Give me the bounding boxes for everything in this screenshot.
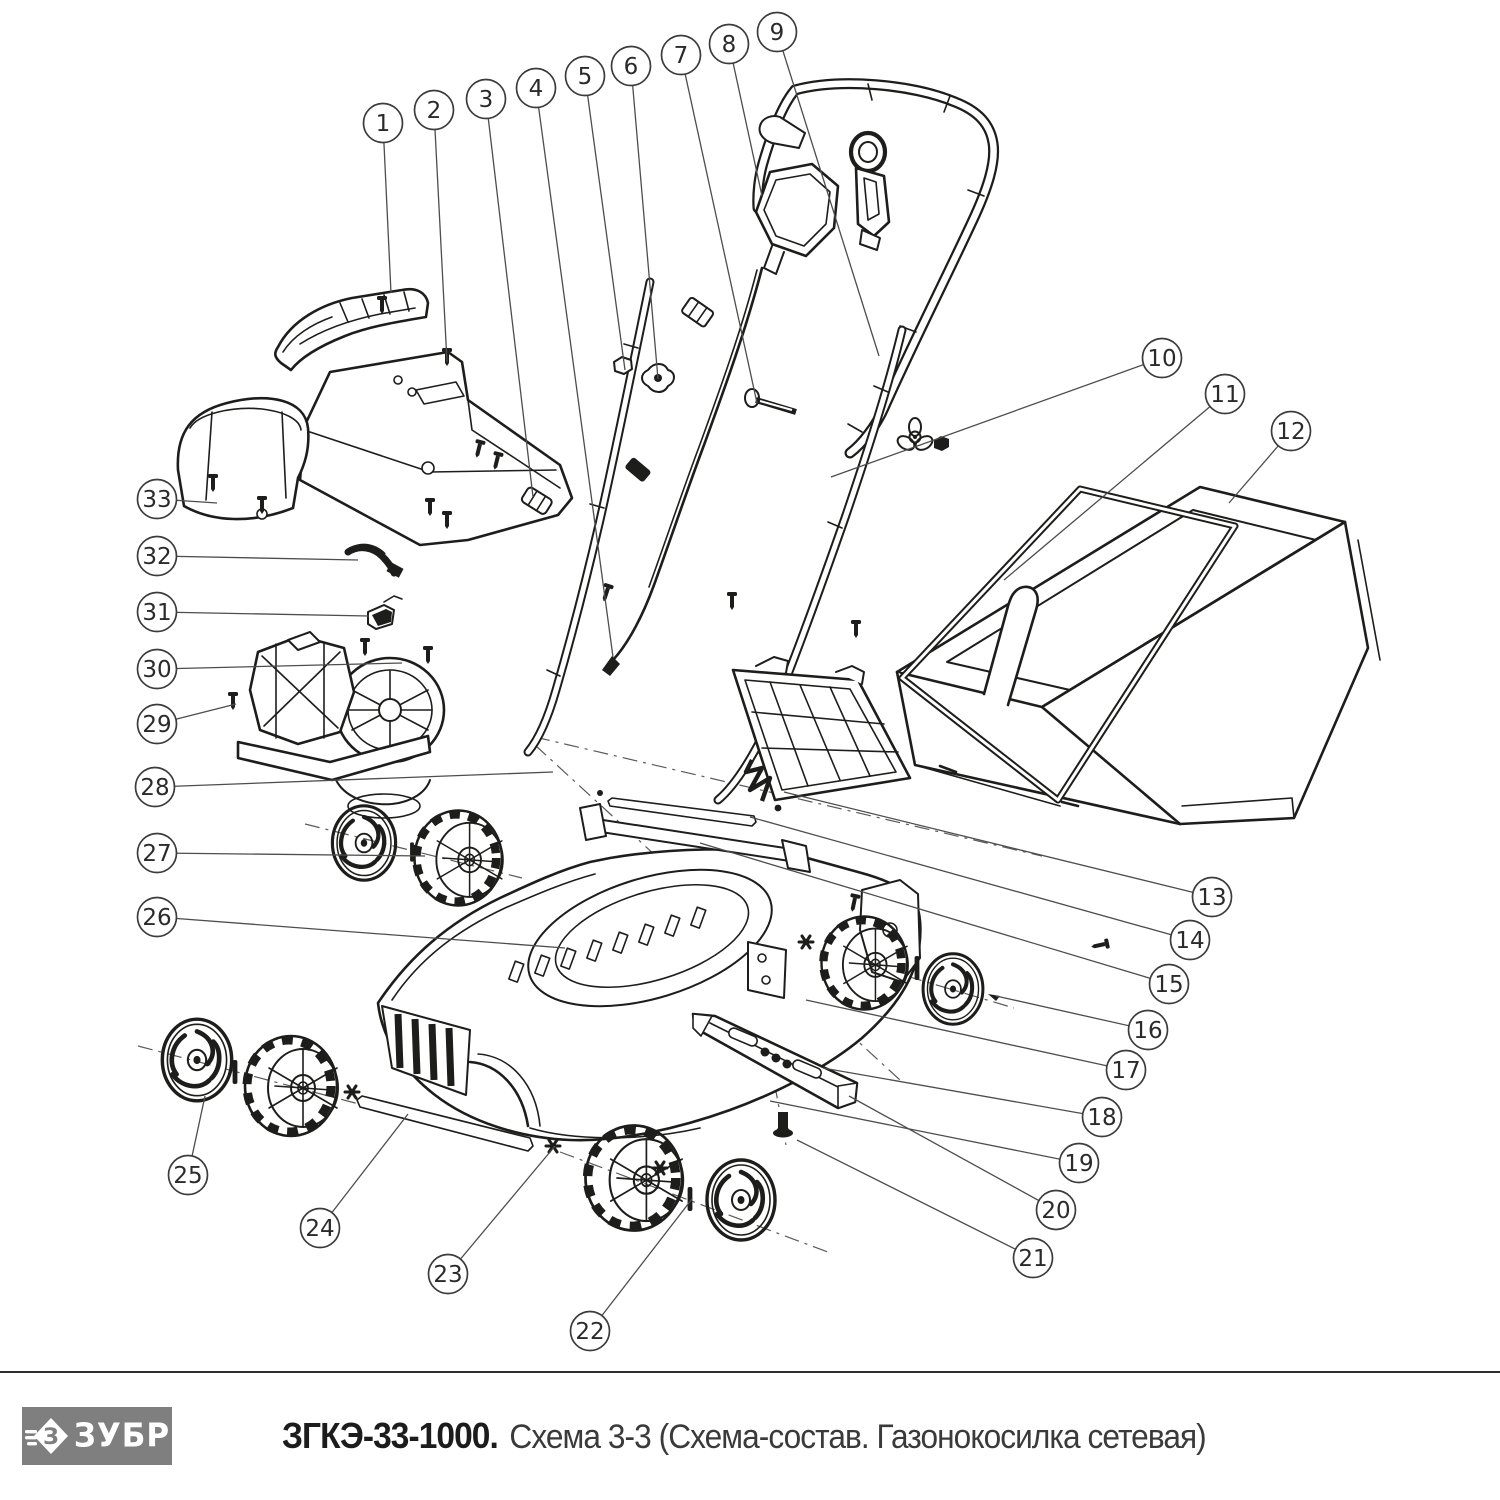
footer-divider (0, 1371, 1500, 1373)
callout-23 (429, 1146, 556, 1294)
leader-line-2 (434, 110, 447, 362)
part-trigger-lever (851, 133, 889, 250)
callout-31 (138, 593, 370, 632)
callout-16 (996, 996, 1168, 1050)
schema-code: ЗГКЭ-33-1000. (282, 1415, 498, 1456)
schema-subtitle: Схема 3-3 (Схема-состав. Газонокосилка сетевая) (509, 1418, 1206, 1456)
callout-number-27: 27 (142, 841, 172, 867)
part-switch-housing (756, 116, 838, 274)
callout-number-13: 13 (1197, 885, 1227, 911)
callout-number-19: 19 (1064, 1151, 1094, 1177)
part-cable (602, 268, 762, 676)
callout-32 (138, 537, 359, 576)
callout-number-8: 8 (721, 32, 737, 58)
part-cable-strip (348, 545, 404, 578)
leader-line-8 (729, 44, 762, 196)
part-hinge-rod (597, 790, 781, 826)
callout-number-16: 16 (1133, 1018, 1163, 1044)
callout-number-17: 17 (1111, 1058, 1141, 1084)
leader-line-20 (849, 1096, 1056, 1210)
brand-logo (22, 1407, 172, 1465)
callout-29 (138, 704, 237, 744)
leader-line-4 (536, 88, 613, 657)
callout-12 (1229, 412, 1311, 504)
callout-number-26: 26 (142, 905, 172, 931)
leader-line-1 (383, 123, 391, 293)
callout-number-28: 28 (140, 775, 170, 801)
callout-24 (301, 1114, 409, 1248)
footer (0, 1400, 1500, 1472)
part-rear-flap (733, 657, 910, 800)
part-handle-grip (275, 289, 428, 370)
callout-number-3: 3 (478, 87, 494, 113)
callout-number-23: 23 (433, 1262, 463, 1288)
leader-line-32 (157, 556, 358, 560)
callout-number-4: 4 (528, 76, 544, 102)
brand-text: ЗУБР (73, 1417, 171, 1455)
callout-number-24: 24 (305, 1216, 335, 1242)
callout-number-30: 30 (142, 657, 172, 683)
callout-number-22: 22 (575, 1319, 605, 1345)
callout-number-15: 15 (1154, 972, 1184, 998)
callout-number-25: 25 (173, 1163, 203, 1189)
leader-line-23 (448, 1146, 555, 1274)
callout-number-12: 12 (1276, 419, 1306, 445)
callout-number-9: 9 (769, 20, 785, 46)
callout-number-33: 33 (142, 487, 172, 513)
leader-line-31 (157, 612, 369, 616)
leader-line-24 (320, 1114, 408, 1228)
leader-line-5 (585, 76, 625, 370)
leader-line-27 (157, 853, 425, 856)
svg-text:З: З (43, 1425, 59, 1450)
callout-number-10: 10 (1147, 346, 1177, 372)
part-rib-block (681, 297, 714, 328)
schema-title (282, 1415, 1206, 1457)
part-motor-cover (178, 352, 572, 545)
callout-number-11: 11 (1210, 382, 1240, 408)
callout-number-29: 29 (142, 712, 172, 738)
callout-6 (612, 47, 659, 380)
leader-line-16 (996, 996, 1148, 1030)
leader-line-18 (823, 1068, 1102, 1117)
callout-8 (710, 25, 763, 197)
callout-2 (415, 91, 454, 363)
callout-number-18: 18 (1087, 1105, 1117, 1131)
callout-number-2: 2 (426, 98, 442, 124)
callout-4 (517, 69, 614, 658)
part-bracket (368, 596, 402, 629)
callout-19 (770, 1101, 1099, 1183)
leader-line-6 (631, 66, 658, 379)
leader-line-21 (797, 1140, 1033, 1258)
part-motor-assembly (238, 632, 444, 818)
callout-number-6: 6 (623, 54, 639, 80)
callout-7 (662, 36, 758, 404)
callout-number-20: 20 (1041, 1198, 1071, 1224)
callout-number-5: 5 (577, 64, 593, 90)
leader-line-7 (681, 55, 757, 403)
callout-number-31: 31 (142, 600, 172, 626)
part-grass-box (897, 487, 1380, 824)
callout-number-14: 14 (1175, 928, 1205, 954)
callout-number-1: 1 (375, 111, 391, 137)
callout-5 (566, 57, 626, 371)
callout-number-7: 7 (673, 43, 689, 69)
callout-number-21: 21 (1018, 1246, 1048, 1272)
callout-18 (823, 1068, 1122, 1137)
callout-21 (797, 1140, 1053, 1278)
callout-number-32: 32 (142, 544, 172, 570)
callout-25 (169, 1096, 208, 1195)
part-blade-bolt (773, 1112, 793, 1138)
callout-1 (364, 104, 403, 294)
leader-line-19 (770, 1101, 1079, 1163)
callout-20 (849, 1096, 1076, 1230)
brand-bison-icon (24, 1414, 68, 1458)
